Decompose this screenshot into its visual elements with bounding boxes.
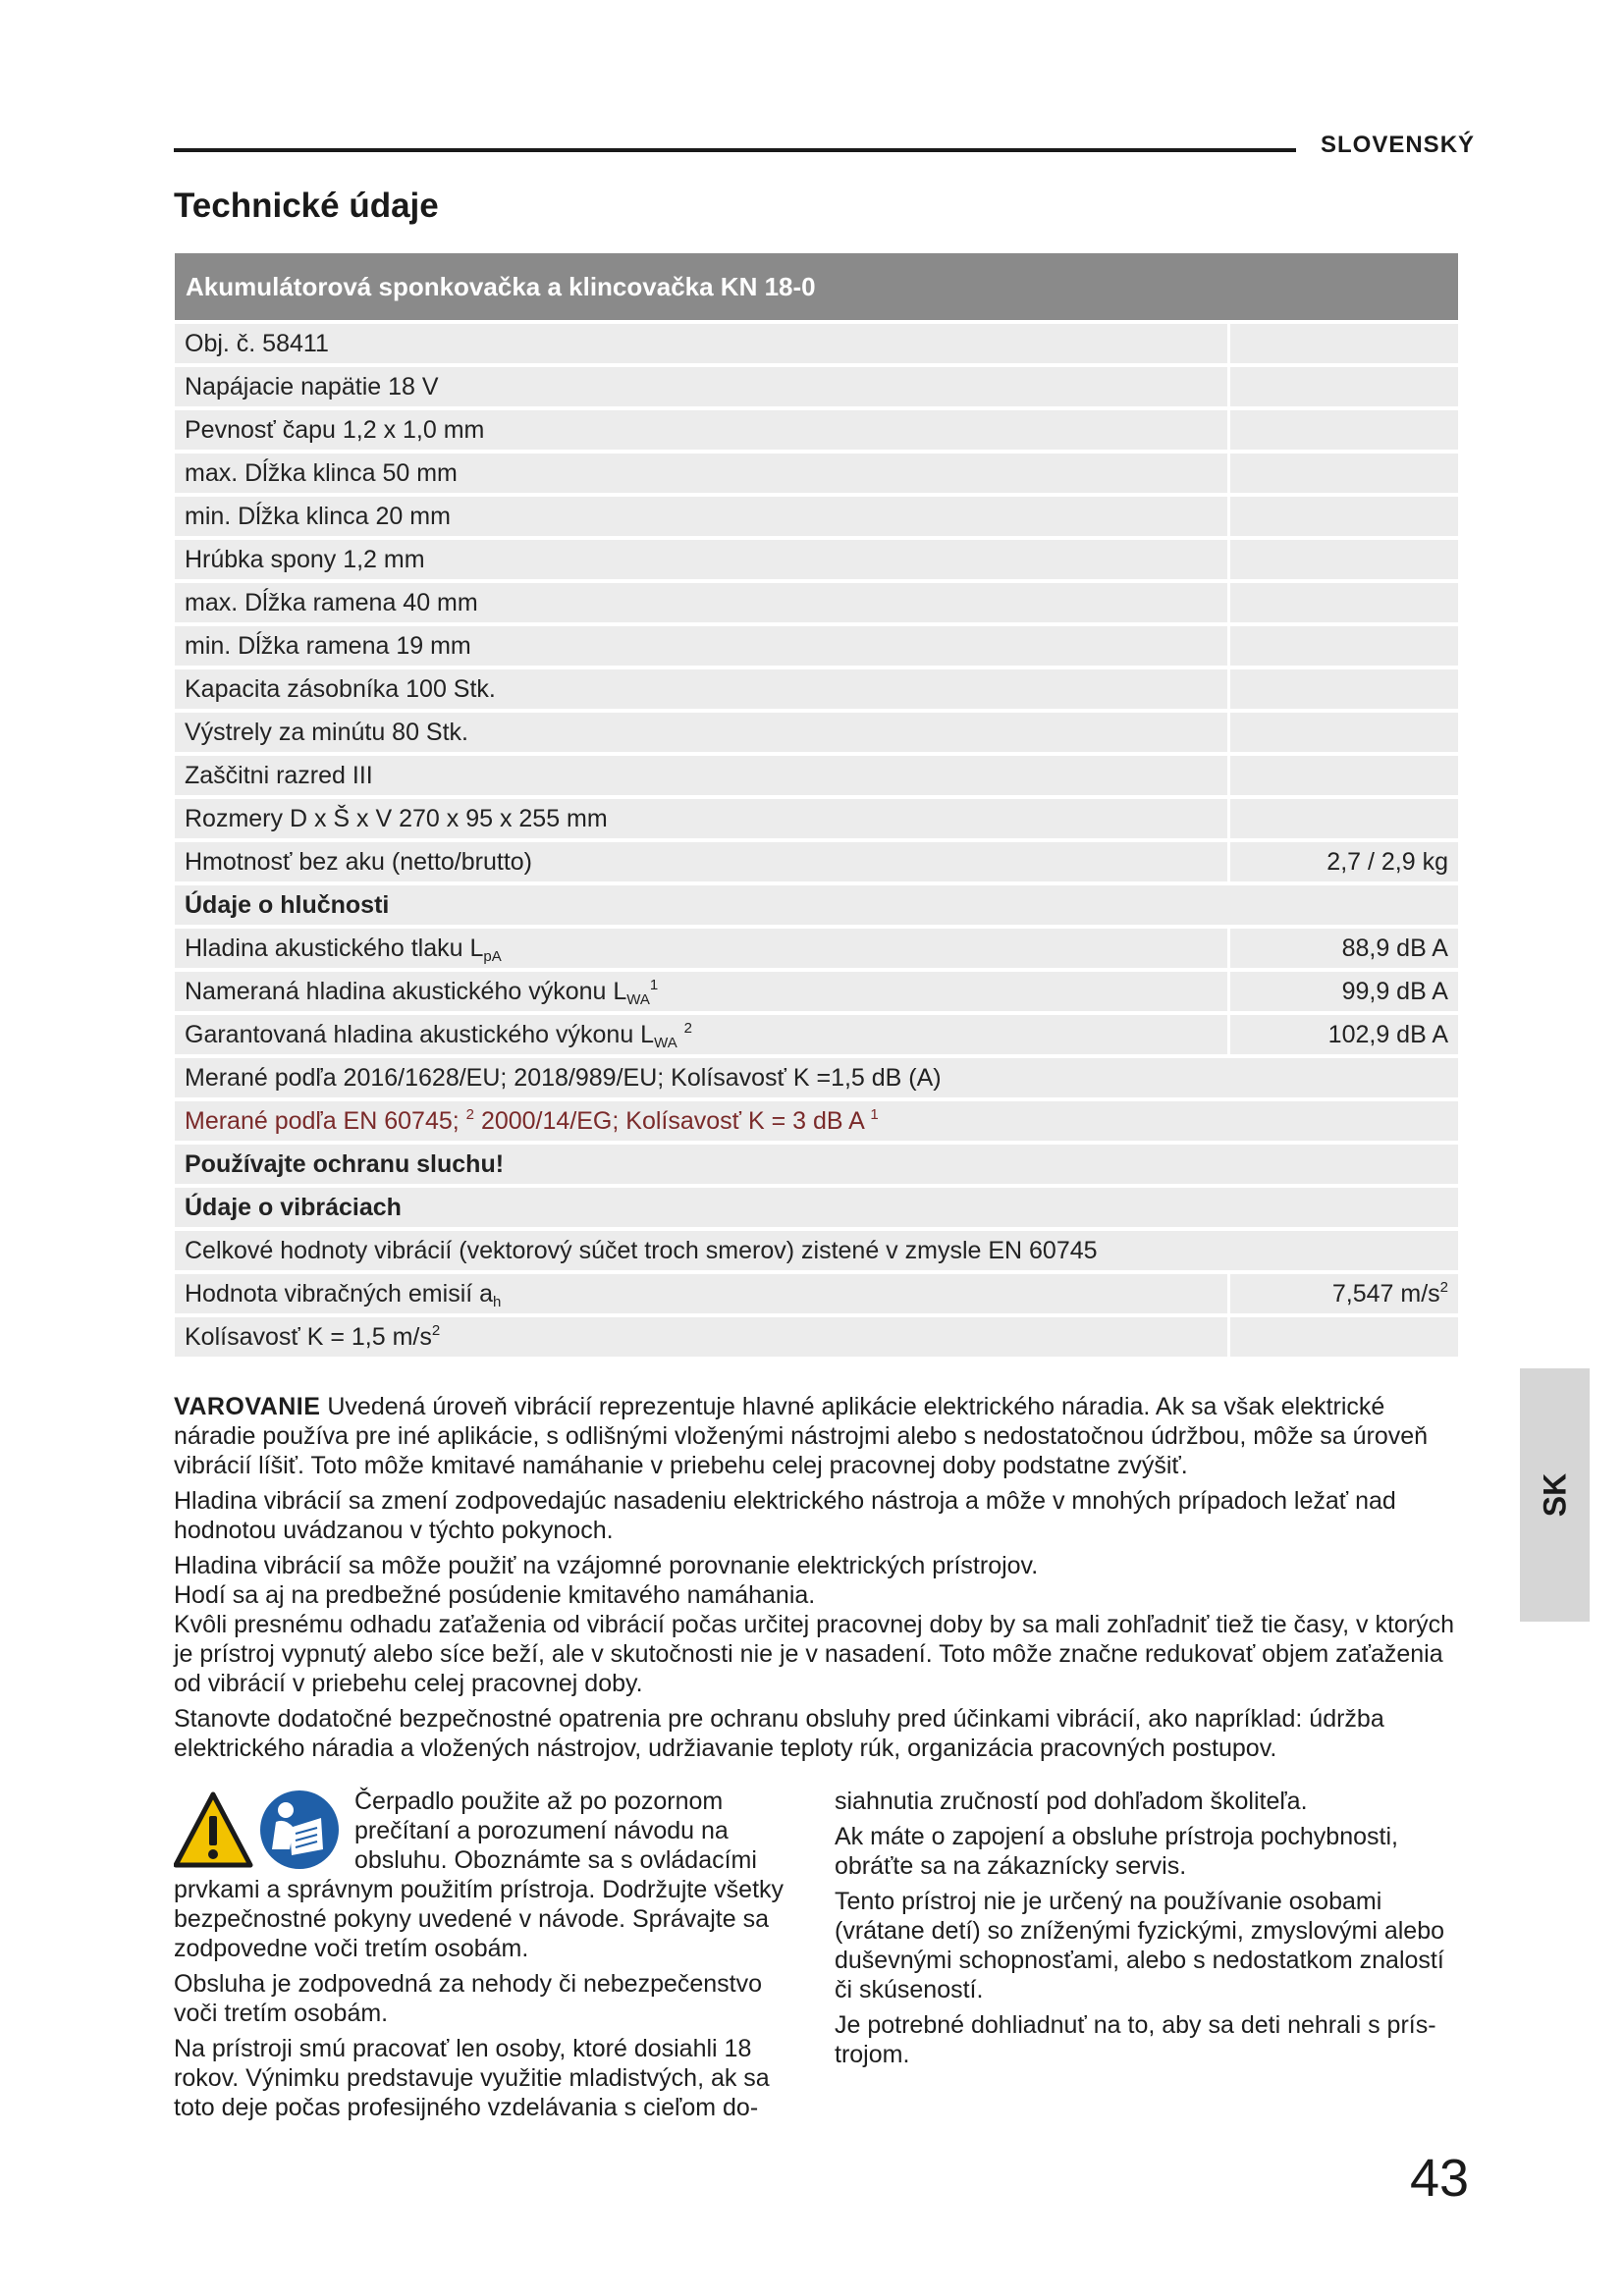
warning-paragraph: Hodí sa aj na predbežné posúdenie kmitavého namáhania.: [174, 1581, 816, 1609]
spec-row: [175, 1058, 1458, 1097]
right-column: [835, 1787, 1463, 2075]
right-paragraph: siahnutia zručností pod dohľadom školiteľa.: [835, 1788, 1308, 1815]
spec-value: [1230, 669, 1458, 709]
header-rule: [174, 148, 1296, 152]
spec-row: [175, 540, 1458, 579]
spec-label: Kapacita zásobníka 100 Stk.: [175, 669, 1227, 709]
spec-row: [175, 1101, 1458, 1141]
spec-label: Obj. č. 58411: [175, 324, 1227, 363]
spec-label: Hmotnosť bez aku (netto/brutto): [175, 842, 1227, 881]
spec-row: [175, 713, 1458, 752]
read-manual-icon: [260, 1790, 339, 1869]
spec-value: [1230, 799, 1458, 838]
spec-value: [1230, 367, 1458, 406]
warning-keyword: VAROVANIE: [174, 1393, 321, 1420]
measured-standard-1: Merané podľa 2016/1628/EU; 2018/989/EU; Kolísavosť K =1,5 dB (A): [175, 1058, 1458, 1097]
safety-icons-svg: [174, 1789, 345, 1873]
spec-row: [175, 972, 1458, 1011]
vibration-total: Celkové hodnoty vibrácií (vektorový súčet troch smerov) zistené v zmysle EN 60745: [175, 1231, 1458, 1270]
left-column: [174, 1787, 802, 2128]
section-title: Technické údaje: [174, 187, 439, 225]
left-paragraph: Obsluha je zodpovedná za nehody či nebezpečenstvo voči tretím osobám.: [174, 1970, 763, 2027]
lpa-value: 88,9 dB A: [1230, 929, 1458, 968]
spec-label: max. Dĺžka ramena 40 mm: [175, 583, 1227, 622]
spec-row: [175, 1274, 1458, 1313]
noise-heading: Údaje o hlučnosti: [175, 885, 1458, 925]
spec-row: [175, 1188, 1458, 1227]
spec-rows: [175, 324, 1458, 881]
spec-label: Hrúbka spony 1,2 mm: [175, 540, 1227, 579]
spec-value: [1230, 583, 1458, 622]
vibration-k-label: Kolísavosť K = 1,5 $m/s^2$: [175, 1317, 1227, 1357]
warning-paragraph: Stanovte dodatočné bezpečnostné opatrenia pre ochranu obsluhy pred účinkami vibrácií, ako napríklad: údržba elektrického náradia a vložených nástrojov, udržiavanie teploty rúk, organizácia pracovných postupov.: [174, 1705, 1384, 1762]
spec-row: [175, 1231, 1458, 1270]
spec-row: [175, 842, 1458, 881]
spec-row: [175, 367, 1458, 406]
spec-row: [175, 756, 1458, 795]
spec-row: [175, 626, 1458, 666]
safety-icons: [174, 1789, 345, 1873]
vibration-emission-label: Hodnota vibračných emisií $a_h$: [175, 1274, 1227, 1313]
spec-row: [175, 324, 1458, 363]
spec-value: 2,7 / 2,9 kg: [1230, 842, 1458, 881]
spec-value: [1230, 410, 1458, 450]
left-paragraph: Čerpadlo použite až po pozornom prečítaní a porozumení návodu na obsluhu. Oboznámte sa s ovládacími prvkami a správnym použitím prístroja. Dodržujte všetky bezpečnostné pokyny uvedené v návode. Správajte sa zodpovedne voči tretím osobám.: [174, 1788, 785, 1962]
spec-row: [175, 583, 1458, 622]
spec-row: [175, 497, 1458, 536]
vibration-emission-value: 7,547 $m/s^2$: [1230, 1274, 1458, 1313]
right-paragraph: Je potrebné dohliadnuť na to, aby sa deti nehrali s prís- trojom.: [835, 2011, 1436, 2068]
lwa-guaranteed-label: Garantovaná hladina akustického výkonu $L_{WA}$ $^2$: [175, 1015, 1227, 1054]
spec-value: [1230, 713, 1458, 752]
spec-value: [1230, 540, 1458, 579]
language-side-tab: [1520, 1368, 1590, 1622]
lwa-guaranteed-value: 102,9 dB A: [1230, 1015, 1458, 1054]
warning-paragraph: Hladina vibrácií sa zmení zodpovedajúc nasadeniu elektrického nástroja a môže v mnohých prípadoch ležať nad hodnotou uvádzanou v týchto pokynoch.: [174, 1487, 1396, 1544]
side-tab-label: SK: [1537, 1472, 1572, 1518]
warning-paragraph: Hladina vibrácií sa môže použiť na vzájomné porovnanie elektrických prístrojov.: [174, 1552, 1039, 1579]
spec-label: max. Dĺžka klinca 50 mm: [175, 454, 1227, 493]
spec-value: [1230, 454, 1458, 493]
spec-table: [175, 253, 1458, 1361]
spec-label: Napájacie napätie 18 V: [175, 367, 1227, 406]
page-number: 43: [1410, 2149, 1470, 2208]
right-paragraph: Tento prístroj nie je určený na používanie osobami (vrátane detí) so zníženými fyzickými, zmyslovými alebo duševnými schopnosťami, alebo s nedostatkom znalostí či skúseností.: [835, 1888, 1445, 2003]
spec-row: [175, 669, 1458, 709]
spec-label: Pevnosť čapu 1,2 x 1,0 mm: [175, 410, 1227, 450]
spec-value: [1230, 497, 1458, 536]
lpa-label: Hladina akustického tlaku $L_{pA}$: [175, 929, 1227, 968]
warning-triangle-icon: [176, 1794, 250, 1865]
spec-label: Rozmery D x Š x V 270 x 95 x 255 mm: [175, 799, 1227, 838]
measured-standard-2: Merané podľa EN 60745; $^2$ 2000/14/EG; Kolísavosť K = 3 dB A $^1$: [175, 1101, 1458, 1141]
spec-row: [175, 454, 1458, 493]
left-paragraph: Na prístroji smú pracovať len osoby, ktoré dosiahli 18 rokov. Výnimku predstavuje využitie mladistvých, ak sa toto deje počas profesijného vzdelávania s cieľom do-: [174, 2035, 770, 2121]
warning-paragraph: Kvôli presnému odhadu zaťaženia od vibrácií počas určitej pracovnej doby by sa mali zohľadniť tiež tie časy, v ktorých je prístroj vypnutý alebo síce beží, ale v skutočnosti nie je v nasadení. Toto môže značne redukovať objem zaťaženia od vibrácií v priebehu celej pracovnej doby.: [174, 1611, 1455, 1697]
spec-row: [175, 1015, 1458, 1054]
header-language: SLOVENSKÝ: [1321, 132, 1476, 158]
spec-label: min. Dĺžka ramena 19 mm: [175, 626, 1227, 666]
vibration-warning: [174, 1392, 1455, 1769]
right-paragraph: Ak máte o zapojení a obsluhe prístroja pochybnosti, obráťte sa na zákaznícky servis.: [835, 1823, 1398, 1880]
spec-value: [1230, 626, 1458, 666]
vibration-heading: Údaje o vibráciach: [175, 1188, 1458, 1227]
hearing-protection-note: Používajte ochranu sluchu!: [175, 1145, 1458, 1184]
spec-row: [175, 1145, 1458, 1184]
spec-value: [1230, 756, 1458, 795]
warning-paragraph: VAROVANIE Uvedená úroveň vibrácií reprezentuje hlavné aplikácie elektrického náradia. Ak sa však elektrické náradie používa pre iné aplikácie, s odlišnými vloženými nástrojmi alebo s nedostatočnou údržbou, môže sa úroveň vibrácií líšiť. Toto môže kmitavé namáhanie v priebehu celej pracovnej doby podstatne zvýšiť.: [174, 1393, 1429, 1479]
spec-label: Výstrely za minútu 80 Stk.: [175, 713, 1227, 752]
lwa-measured-value: 99,9 dB A: [1230, 972, 1458, 1011]
spec-table-title: Akumulátorová sponkovačka a klincovačka KN 18-0: [175, 253, 1458, 320]
lwa-measured-label: Nameraná hladina akustického výkonu $L_{WA}^1$: [175, 972, 1227, 1011]
spec-row: [175, 1317, 1458, 1357]
spec-row: [175, 929, 1458, 968]
spec-label: min. Dĺžka klinca 20 mm: [175, 497, 1227, 536]
spec-value: [1230, 324, 1458, 363]
spec-row: [175, 885, 1458, 925]
spec-row: [175, 410, 1458, 450]
spec-label: Zaščitni razred III: [175, 756, 1227, 795]
spec-row: [175, 799, 1458, 838]
